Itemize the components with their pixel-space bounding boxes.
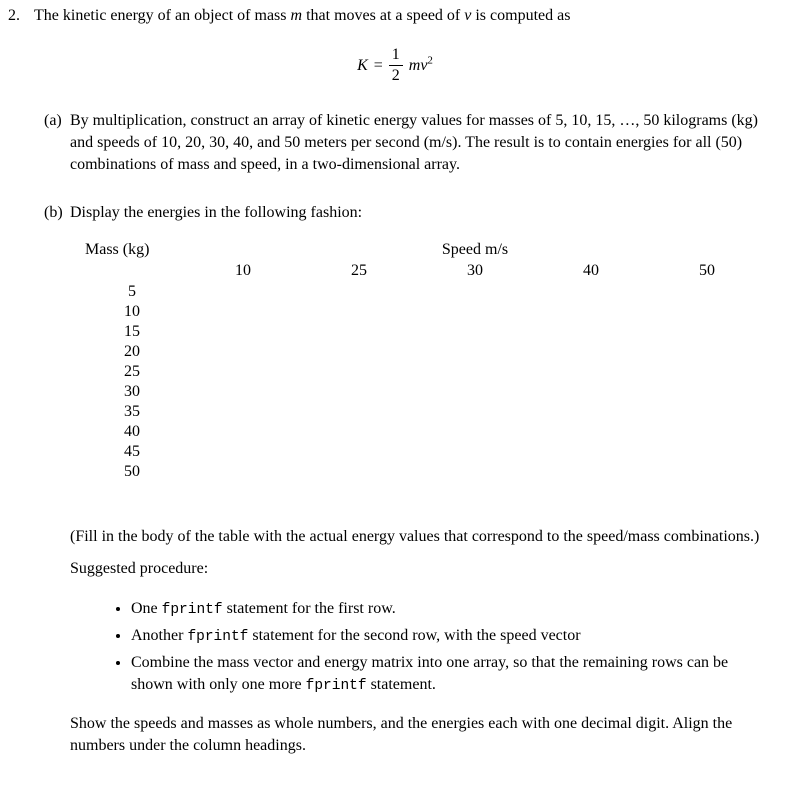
bullet-1-pre: One	[131, 600, 162, 617]
formula-equals: =	[373, 56, 383, 74]
mass-value-8: 40	[124, 423, 140, 440]
fraction-denominator: 2	[389, 65, 403, 86]
bullet-3-code: fprintf	[305, 678, 367, 694]
mass-value-1: 5	[128, 283, 136, 300]
bullet-item-2	[131, 625, 751, 648]
mass-value-2: 10	[124, 303, 140, 320]
mass-value-3: 15	[124, 323, 140, 340]
mass-values-column	[85, 282, 179, 482]
formula-row	[0, 45, 790, 86]
mass-value-6: 30	[124, 383, 140, 400]
bullet-item-3	[131, 652, 751, 697]
mass-value-7: 35	[124, 403, 140, 420]
part-a-text: By multiplication, construct an array of kinetic energy values for masses of 5, 10, 15, …, 50 kilograms (kg) and speeds of 10, 20, 30, 40, and 50 meters per second (m/s). The result is to contain energies for all (50) combinations of mass and speed, in a two-dimensional array.	[70, 112, 758, 173]
bullet-item-1	[131, 598, 751, 621]
bullet-2-pre: Another	[131, 627, 188, 644]
bullet-3-pre: Combine the mass vector and energy matrix into one array, so that the remaining rows can be shown with only one more	[131, 654, 729, 693]
intro-text-3: is computed as	[471, 7, 571, 24]
fraction-numerator: 1	[391, 46, 400, 63]
formula-lhs: K	[357, 56, 368, 74]
formula-fraction	[389, 45, 403, 86]
variable-m: m	[290, 7, 303, 24]
suggested-procedure-list	[101, 598, 751, 697]
bullet-2-post: statement for the second row, with the speed vector	[248, 627, 581, 644]
variable-v: v	[464, 7, 472, 24]
bullet-2-code: fprintf	[187, 629, 249, 645]
part-b-text: Display the energies in the following fashion:	[70, 204, 363, 221]
speed-value-4: 40	[583, 262, 599, 279]
mass-value-10: 50	[124, 463, 140, 480]
bullet-1-post: statement for the first row.	[222, 600, 396, 617]
mass-value-4: 20	[124, 343, 140, 360]
closing-instruction: Show the speeds and masses as whole numbers, and the energies each with one decimal digit. Align the numbers under the column headings.	[70, 715, 733, 754]
bullet-1-code: fprintf	[161, 602, 223, 618]
bullet-3-post: statement.	[366, 676, 436, 693]
part-a-label: (a)	[44, 112, 62, 129]
problem-intro	[34, 5, 570, 27]
part-b	[44, 202, 790, 224]
energy-table	[0, 239, 790, 484]
speed-value-3: 30	[467, 262, 483, 279]
speed-value-5: 50	[699, 262, 715, 279]
problem-number: 2.	[8, 7, 20, 24]
intro-text-2: that moves at a speed of	[302, 7, 465, 24]
mass-value-5: 25	[124, 363, 140, 380]
mass-column-header: Mass (kg)	[85, 241, 150, 258]
formula-exponent: 2	[427, 54, 433, 67]
part-a	[44, 110, 790, 176]
speed-column-header: Speed m/s	[441, 241, 509, 258]
formula-rhs	[409, 55, 433, 77]
problem-header	[8, 5, 790, 27]
formula-mv: mv	[408, 56, 428, 74]
speed-value-2: 25	[351, 262, 367, 279]
suggested-procedure-heading: Suggested procedure:	[70, 560, 209, 577]
intro-text-1: The kinetic energy of an object of mass	[34, 7, 291, 24]
part-b-label: (b)	[44, 204, 63, 221]
speed-values-row	[185, 260, 765, 282]
fill-note: (Fill in the body of the table with the actual energy values that correspond to the speed/mass combinations.)	[70, 528, 760, 545]
kinetic-energy-formula	[354, 45, 436, 86]
mass-value-9: 45	[124, 443, 140, 460]
speed-value-1: 10	[235, 262, 251, 279]
